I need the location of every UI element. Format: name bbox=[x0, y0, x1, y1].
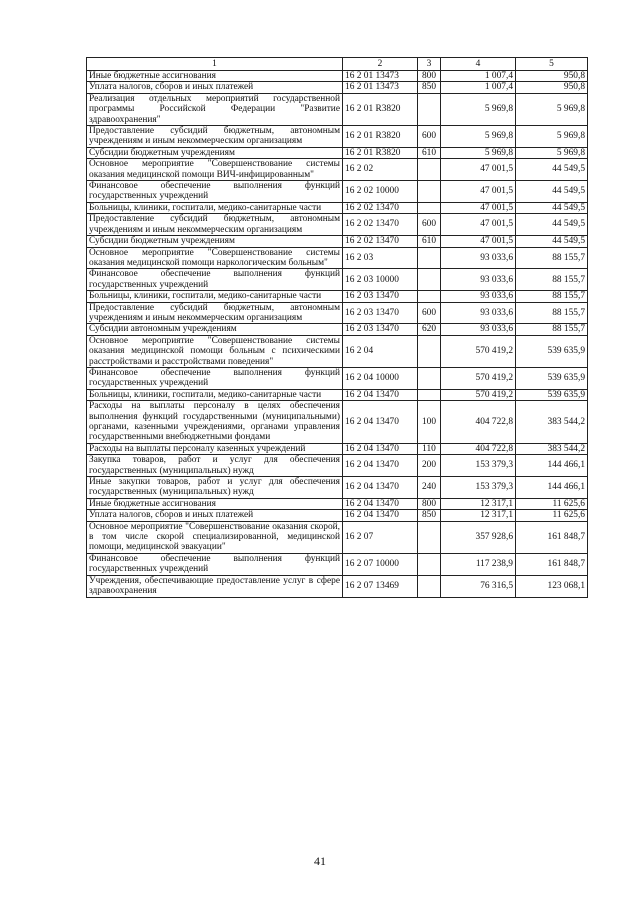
cell-amount-col5: 950,8 bbox=[516, 82, 588, 93]
cell-expense-name: Предоставление субсидий бюджетным, автономным учреждениям и иным некоммерческим организациям bbox=[87, 126, 343, 148]
cell-expense-type bbox=[418, 202, 441, 213]
header-col-3: 3 bbox=[418, 58, 441, 71]
cell-expense-name: Основное мероприятие "Совершенствование системы оказания медицинской помощи наркологическим больным" bbox=[87, 247, 343, 269]
cell-target-code: 16 2 01 13473 bbox=[343, 71, 418, 82]
cell-expense-type bbox=[418, 553, 441, 575]
cell-target-code: 16 2 01 13473 bbox=[343, 82, 418, 93]
cell-amount-col5: 383 544,2 bbox=[516, 443, 588, 454]
cell-expense-name: Расходы на выплаты персоналу в целях обеспечения выполнения функций государственными (муниципальными) органами, казенными учреждениями, органами управления государственными внебюджетными фондами bbox=[87, 401, 343, 444]
cell-amount-col5: 5 969,8 bbox=[516, 147, 588, 158]
cell-target-code: 16 2 04 bbox=[343, 335, 418, 367]
cell-expense-type bbox=[418, 159, 441, 181]
cell-amount-col5: 88 155,7 bbox=[516, 247, 588, 269]
cell-target-code: 16 2 04 10000 bbox=[343, 367, 418, 389]
cell-target-code: 16 2 07 bbox=[343, 521, 418, 553]
cell-amount-col5: 88 155,7 bbox=[516, 302, 588, 324]
table-row bbox=[87, 71, 588, 82]
cell-expense-type bbox=[418, 335, 441, 367]
cell-expense-name: Закупка товаров, работ и услуг для обеспечения государственных (муниципальных) нужд bbox=[87, 455, 343, 477]
table-row bbox=[87, 202, 588, 213]
cell-expense-type: 240 bbox=[418, 477, 441, 499]
cell-amount-col5: 44 549,5 bbox=[516, 236, 588, 247]
cell-amount-col4: 47 001,5 bbox=[441, 159, 516, 181]
table-row bbox=[87, 367, 588, 389]
cell-amount-col5: 5 969,8 bbox=[516, 93, 588, 125]
cell-amount-col4: 47 001,5 bbox=[441, 202, 516, 213]
table-row bbox=[87, 147, 588, 158]
table-row bbox=[87, 181, 588, 203]
cell-expense-name: Больницы, клиники, госпитали, медико-санитарные части bbox=[87, 291, 343, 302]
table-row bbox=[87, 302, 588, 324]
cell-amount-col5: 44 549,5 bbox=[516, 214, 588, 236]
cell-amount-col4: 5 969,8 bbox=[441, 147, 516, 158]
cell-amount-col4: 12 317,1 bbox=[441, 510, 516, 521]
table-row bbox=[87, 455, 588, 477]
cell-amount-col4: 93 033,6 bbox=[441, 302, 516, 324]
cell-target-code: 16 2 04 13470 bbox=[343, 510, 418, 521]
cell-amount-col5: 11 625,6 bbox=[516, 510, 588, 521]
cell-amount-col4: 357 928,6 bbox=[441, 521, 516, 553]
table-row bbox=[87, 335, 588, 367]
cell-expense-type: 100 bbox=[418, 401, 441, 444]
cell-expense-name: Больницы, клиники, госпитали, медико-санитарные части bbox=[87, 389, 343, 400]
cell-amount-col4: 404 722,8 bbox=[441, 401, 516, 444]
cell-amount-col4: 570 419,2 bbox=[441, 389, 516, 400]
cell-amount-col4: 1 007,4 bbox=[441, 82, 516, 93]
budget-table bbox=[86, 57, 588, 598]
table-row bbox=[87, 93, 588, 125]
cell-expense-name: Основное мероприятие "Совершенствование оказания скорой, в том числе скорой специализированной, медицинской помощи, медицинской эвакуации" bbox=[87, 521, 343, 553]
cell-target-code: 16 2 03 13470 bbox=[343, 302, 418, 324]
cell-amount-col4: 47 001,5 bbox=[441, 236, 516, 247]
table-row bbox=[87, 82, 588, 93]
cell-amount-col4: 570 419,2 bbox=[441, 367, 516, 389]
cell-expense-type: 600 bbox=[418, 214, 441, 236]
cell-amount-col4: 404 722,8 bbox=[441, 443, 516, 454]
cell-target-code: 16 2 04 13470 bbox=[343, 477, 418, 499]
cell-expense-type: 610 bbox=[418, 236, 441, 247]
page-number: 41 bbox=[314, 854, 326, 868]
cell-amount-col5: 161 848,7 bbox=[516, 553, 588, 575]
cell-amount-col5: 88 155,7 bbox=[516, 291, 588, 302]
cell-expense-name: Учреждения, обеспечивающие предоставление услуг в сфере здравоохранения bbox=[87, 575, 343, 597]
table-row bbox=[87, 236, 588, 247]
cell-expense-type bbox=[418, 181, 441, 203]
cell-expense-name: Иные бюджетные ассигнования bbox=[87, 498, 343, 509]
cell-expense-type: 600 bbox=[418, 302, 441, 324]
table-row bbox=[87, 575, 588, 597]
cell-amount-col4: 117 238,9 bbox=[441, 553, 516, 575]
cell-expense-name: Субсидии бюджетным учреждениям bbox=[87, 147, 343, 158]
cell-expense-type: 800 bbox=[418, 71, 441, 82]
cell-amount-col4: 153 379,3 bbox=[441, 477, 516, 499]
cell-target-code: 16 2 04 13470 bbox=[343, 498, 418, 509]
cell-amount-col4: 5 969,8 bbox=[441, 93, 516, 125]
table-row bbox=[87, 291, 588, 302]
cell-amount-col5: 539 635,9 bbox=[516, 367, 588, 389]
cell-amount-col4: 76 316,5 bbox=[441, 575, 516, 597]
cell-amount-col5: 88 155,7 bbox=[516, 324, 588, 335]
cell-target-code: 16 2 02 10000 bbox=[343, 181, 418, 203]
table-row bbox=[87, 443, 588, 454]
table-row bbox=[87, 553, 588, 575]
cell-target-code: 16 2 01 R3820 bbox=[343, 93, 418, 125]
cell-amount-col5: 539 635,9 bbox=[516, 389, 588, 400]
cell-expense-type: 850 bbox=[418, 510, 441, 521]
table-row bbox=[87, 247, 588, 269]
header-col-2: 2 bbox=[343, 58, 418, 71]
table-row bbox=[87, 510, 588, 521]
table-row bbox=[87, 126, 588, 148]
table-row bbox=[87, 401, 588, 444]
cell-target-code: 16 2 03 13470 bbox=[343, 324, 418, 335]
cell-target-code: 16 2 04 13470 bbox=[343, 443, 418, 454]
cell-amount-col4: 12 317,1 bbox=[441, 498, 516, 509]
cell-expense-name: Уплата налогов, сборов и иных платежей bbox=[87, 82, 343, 93]
cell-target-code: 16 2 02 bbox=[343, 159, 418, 181]
cell-amount-col5: 383 544,2 bbox=[516, 401, 588, 444]
cell-expense-type: 110 bbox=[418, 443, 441, 454]
cell-expense-type: 620 bbox=[418, 324, 441, 335]
cell-amount-col4: 93 033,6 bbox=[441, 269, 516, 291]
table-row bbox=[87, 389, 588, 400]
cell-expense-type bbox=[418, 247, 441, 269]
cell-expense-type bbox=[418, 269, 441, 291]
cell-expense-type: 800 bbox=[418, 498, 441, 509]
cell-amount-col5: 44 549,5 bbox=[516, 181, 588, 203]
cell-expense-name: Иные бюджетные ассигнования bbox=[87, 71, 343, 82]
cell-target-code: 16 2 07 10000 bbox=[343, 553, 418, 575]
cell-amount-col5: 539 635,9 bbox=[516, 335, 588, 367]
cell-amount-col4: 1 007,4 bbox=[441, 71, 516, 82]
cell-expense-name: Уплата налогов, сборов и иных платежей bbox=[87, 510, 343, 521]
cell-amount-col4: 5 969,8 bbox=[441, 126, 516, 148]
table-body bbox=[87, 71, 588, 598]
cell-amount-col4: 93 033,6 bbox=[441, 291, 516, 302]
cell-amount-col4: 47 001,5 bbox=[441, 214, 516, 236]
table-row bbox=[87, 269, 588, 291]
cell-amount-col4: 47 001,5 bbox=[441, 181, 516, 203]
header-col-5: 5 bbox=[516, 58, 588, 71]
cell-target-code: 16 2 02 13470 bbox=[343, 236, 418, 247]
cell-target-code: 16 2 04 13470 bbox=[343, 389, 418, 400]
cell-expense-type: 600 bbox=[418, 126, 441, 148]
table-row bbox=[87, 214, 588, 236]
header-col-4: 4 bbox=[441, 58, 516, 71]
cell-amount-col5: 5 969,8 bbox=[516, 126, 588, 148]
cell-expense-type bbox=[418, 367, 441, 389]
cell-amount-col5: 44 549,5 bbox=[516, 202, 588, 213]
cell-expense-type: 200 bbox=[418, 455, 441, 477]
cell-amount-col5: 144 466,1 bbox=[516, 455, 588, 477]
cell-target-code: 16 2 02 13470 bbox=[343, 214, 418, 236]
cell-expense-name: Основное мероприятие "Совершенствование системы оказания медицинской помощи больным с психическими расстройствами и расстройствами поведения" bbox=[87, 335, 343, 367]
cell-expense-name: Иные закупки товаров, работ и услуг для обеспечения государственных (муниципальных) нужд bbox=[87, 477, 343, 499]
cell-amount-col5: 144 466,1 bbox=[516, 477, 588, 499]
cell-amount-col5: 44 549,5 bbox=[516, 159, 588, 181]
cell-expense-type: 610 bbox=[418, 147, 441, 158]
cell-expense-name: Субсидии автономным учреждениям bbox=[87, 324, 343, 335]
cell-amount-col5: 11 625,6 bbox=[516, 498, 588, 509]
cell-expense-type bbox=[418, 93, 441, 125]
cell-expense-name: Предоставление субсидий бюджетным, автономным учреждениям и иным некоммерческим организациям bbox=[87, 214, 343, 236]
cell-expense-name: Реализация отдельных мероприятий государственной программы Российской Федерации "Развитие здравоохранения" bbox=[87, 93, 343, 125]
cell-expense-type bbox=[418, 521, 441, 553]
cell-target-code: 16 2 02 13470 bbox=[343, 202, 418, 213]
cell-expense-name: Субсидии бюджетным учреждениям bbox=[87, 236, 343, 247]
header-col-1: 1 bbox=[87, 58, 343, 71]
cell-target-code: 16 2 01 R3820 bbox=[343, 126, 418, 148]
cell-amount-col5: 88 155,7 bbox=[516, 269, 588, 291]
cell-amount-col4: 153 379,3 bbox=[441, 455, 516, 477]
cell-target-code: 16 2 07 13469 bbox=[343, 575, 418, 597]
table-row bbox=[87, 477, 588, 499]
cell-amount-col5: 161 848,7 bbox=[516, 521, 588, 553]
cell-amount-col5: 123 068,1 bbox=[516, 575, 588, 597]
cell-expense-name: Предоставление субсидий бюджетным, автономным учреждениям и иным некоммерческим организациям bbox=[87, 302, 343, 324]
cell-target-code: 16 2 03 10000 bbox=[343, 269, 418, 291]
table-row bbox=[87, 159, 588, 181]
cell-amount-col4: 93 033,6 bbox=[441, 247, 516, 269]
table-row bbox=[87, 521, 588, 553]
cell-expense-type: 850 bbox=[418, 82, 441, 93]
cell-expense-name: Финансовое обеспечение выполнения функций государственных учреждений bbox=[87, 367, 343, 389]
cell-target-code: 16 2 01 R3820 bbox=[343, 147, 418, 158]
cell-target-code: 16 2 04 13470 bbox=[343, 401, 418, 444]
cell-expense-name: Основное мероприятие "Совершенствование системы оказания медицинской помощи ВИЧ-инфицированным" bbox=[87, 159, 343, 181]
cell-target-code: 16 2 03 bbox=[343, 247, 418, 269]
cell-amount-col5: 950,8 bbox=[516, 71, 588, 82]
table-header-row bbox=[87, 58, 588, 71]
cell-expense-type bbox=[418, 389, 441, 400]
cell-expense-name: Больницы, клиники, госпитали, медико-санитарные части bbox=[87, 202, 343, 213]
cell-expense-name: Финансовое обеспечение выполнения функций государственных учреждений bbox=[87, 181, 343, 203]
cell-expense-name: Финансовое обеспечение выполнения функций государственных учреждений bbox=[87, 553, 343, 575]
cell-target-code: 16 2 03 13470 bbox=[343, 291, 418, 302]
cell-expense-type bbox=[418, 291, 441, 302]
cell-amount-col4: 570 419,2 bbox=[441, 335, 516, 367]
cell-expense-name: Расходы на выплаты персоналу казенных учреждений bbox=[87, 443, 343, 454]
cell-amount-col4: 93 033,6 bbox=[441, 324, 516, 335]
cell-expense-type bbox=[418, 575, 441, 597]
cell-expense-name: Финансовое обеспечение выполнения функций государственных учреждений bbox=[87, 269, 343, 291]
cell-target-code: 16 2 04 13470 bbox=[343, 455, 418, 477]
table-row bbox=[87, 498, 588, 509]
table-row bbox=[87, 324, 588, 335]
